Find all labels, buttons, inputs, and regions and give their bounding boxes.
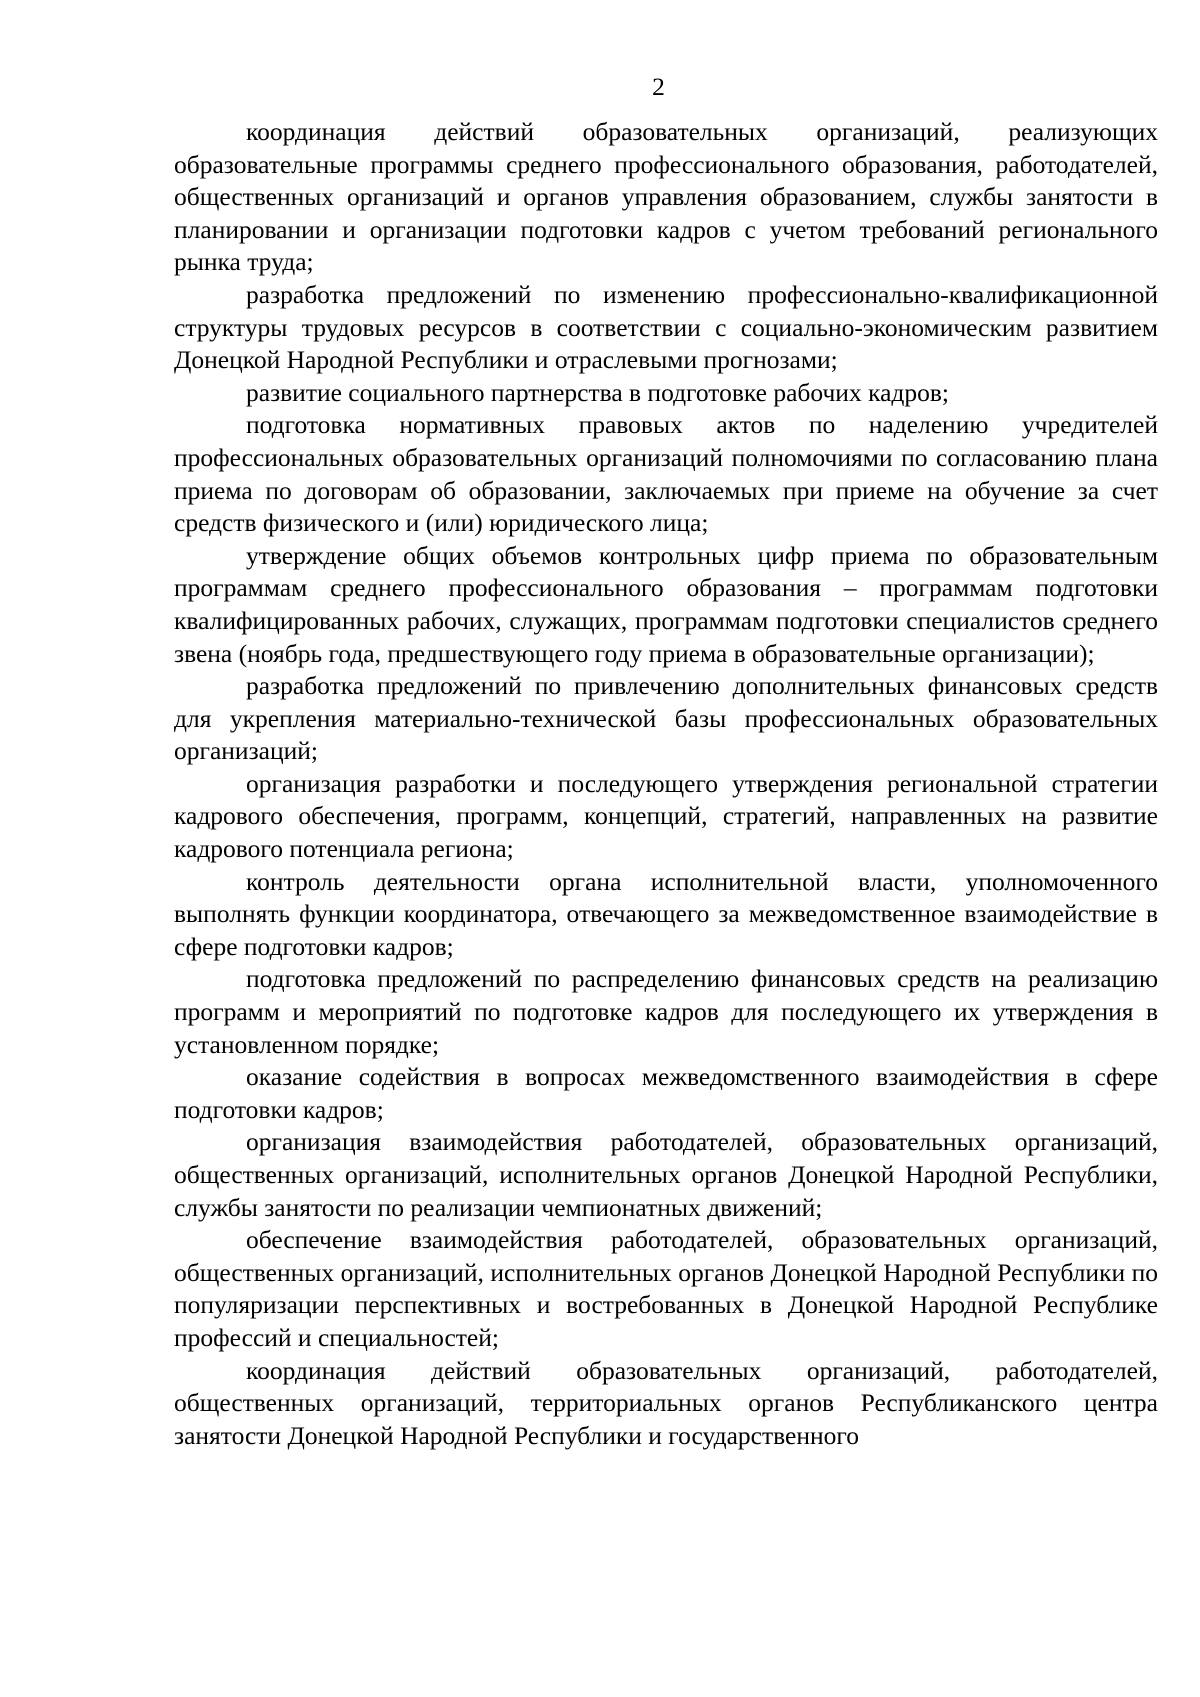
paragraph-coordination-programs: координация действий образовательных организаций, реализующих образовательные программы среднего профессионального образования, работодателей, общественных организаций и органов управления образованием, службы занятости в планировании и организации подготовки кадров с учетом требований регионального рынка труда; (174, 117, 1158, 277)
paragraph-profession-popularization: обеспечение взаимодействия работодателей, образовательных организаций, общественных организаций, исполнительных органов Донецкой Народной Республики по популяризации перспективных и востребованных в Донецкой Народной Республике профессий и специальностей; (174, 1225, 1158, 1352)
paragraph-interagency-assistance: оказание содействия в вопросах межведомственного взаимодействия в сфере подготовки кадров; (174, 1062, 1158, 1124)
page-number: 2 (652, 72, 665, 101)
paragraph-championship-movements: организация взаимодействия работодателей, образовательных организаций, общественных организаций, исполнительных органов Донецкой Народной Республики, службы занятости по реализации чемпионатных движений; (174, 1127, 1158, 1222)
paragraph-qualification-structure: разработка предложений по изменению профессионально-квалификационной структуры трудовых ресурсов в соответствии с социально-экономическим развитием Донецкой Народной Республики и отраслевыми прогнозами; (174, 279, 1158, 375)
paragraph-authority-control: контроль деятельности органа исполнительной власти, уполномоченного выполнять функции координатора, отвечающего за межведомственное взаимодействие в сфере подготовки кадров; (174, 866, 1158, 961)
paragraph-coordination-employment-center: координация действий образовательных организаций, работодателей, общественных организаций, территориальных органов Республиканского центра занятости Донецкой Народной Республики и государственного (174, 1355, 1158, 1450)
document-body (174, 116, 1158, 1452)
paragraph-additional-funding: разработка предложений по привлечению дополнительных финансовых средств для укрепления материально-технической базы профессиональных образовательных организаций; (174, 671, 1158, 766)
paragraph-legal-acts: подготовка нормативных правовых актов по наделению учредителей профессиональных образовательных организаций полномочиями по согласованию плана приема по договорам об образовании, заключаемых при приеме на обучение за счет средств физического и (или) юридического лица; (174, 410, 1158, 538)
paragraph-regional-strategy: организация разработки и последующего утверждения региональной стратегии кадрового обеспечения, программ, концепций, стратегий, направленных на развитие кадрового потенциала региона; (174, 768, 1158, 864)
paragraph-funds-distribution: подготовка предложений по распределению финансовых средств на реализацию программ и мероприятий по подготовке кадров для последующего их утверждения в установленном порядке; (174, 964, 1158, 1059)
paragraph-social-partnership: развитие социального партнерства в подготовке рабочих кадров; (246, 377, 949, 407)
paragraph-admission-figures: утверждение общих объемов контрольных цифр приема по образовательным программам среднего профессионального образования – программам подготовки квалифицированных рабочих, служащих, программам подготовки специалистов среднего звена (ноябрь года, предшествующего году приема в образовательные организации); (174, 540, 1158, 668)
